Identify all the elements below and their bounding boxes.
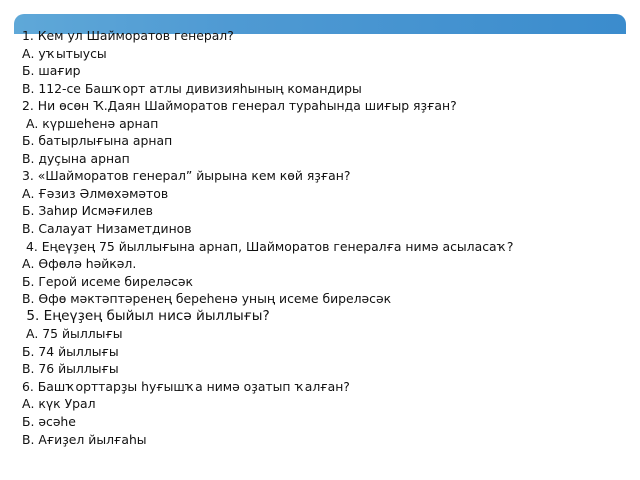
answer-6c: В. Ағиҙел йылғаһы <box>22 431 147 447</box>
answer-1a: А. уҡытыусы <box>22 45 107 61</box>
answer-1b: Б. шағир <box>22 63 81 79</box>
answer-3b: Б. Заһир Исмәғилев <box>22 203 153 219</box>
question-3: 3. «Шайморатов генерал” йырына кем көй яҙған? <box>22 168 351 184</box>
answer-5a: А. 75 йыллығы <box>22 326 123 342</box>
answer-2b: Б. батырлығына арнап <box>22 133 173 149</box>
answer-5b: Б. 74 йыллығы <box>22 343 119 359</box>
answer-4c: В. Өфө мәктәптәренең береһенә уның исеме биреләсәк <box>22 291 392 307</box>
question-6: 6. Башҡорттарҙы һуғышҡа нимә оҙатып ҡалған? <box>22 378 350 394</box>
quiz-text-block <box>22 27 622 448</box>
answer-2c: В. дуҫына арнап <box>22 150 130 166</box>
question-5: 5. Еңеүҙең быйыл нисә йыллығы? <box>22 307 270 324</box>
answer-6b: Б. әсәһе <box>22 414 76 430</box>
question-1: 1. Кем ул Шайморатов генерал? <box>22 28 234 43</box>
answer-5c: В. 76 йыллығы <box>22 361 119 377</box>
answer-4b: Б. Герой исеме биреләсәк <box>22 273 194 289</box>
slide-header-band <box>0 0 640 24</box>
question-2: 2. Ни өсөн Ҡ.Даян Шайморатов генерал тураһында шиғыр яҙған? <box>22 98 457 114</box>
answer-1c: В. 112-се Башҡорт атлы дивизияһының командиры <box>22 80 362 96</box>
answer-6a: А. күк Урал <box>22 396 96 412</box>
answer-3c: В. Салауат Низаметдинов <box>22 221 192 237</box>
question-4: 4. Еңеүҙең 75 йыллығына арнап, Шайморатов генералға нимә асыласаҡ? <box>22 238 514 254</box>
answer-4a: А. Өфөлә һәйкәл. <box>22 256 137 272</box>
answer-2a: А. күршеһенә арнап <box>22 115 159 131</box>
answer-3a: А. Ғәзиз Әлмөхәмәтов <box>22 185 169 201</box>
